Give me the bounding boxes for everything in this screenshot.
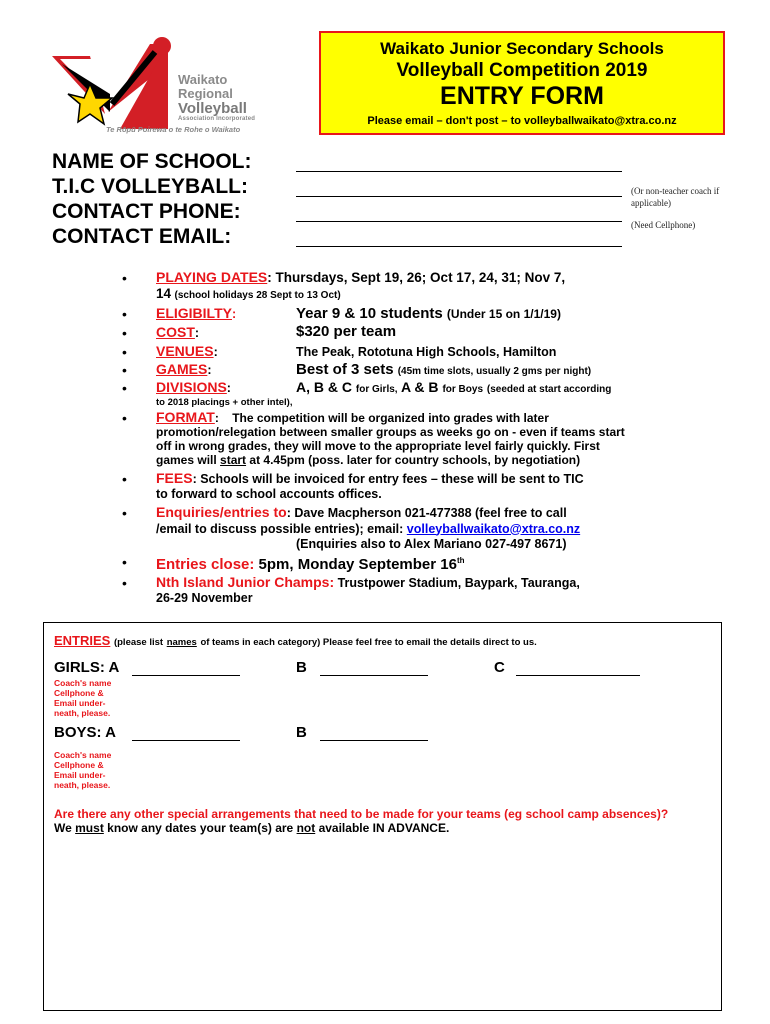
header-line1: Waikato Junior Secondary Schools: [380, 39, 664, 58]
email-label: CONTACT EMAIL:: [52, 225, 232, 248]
email-field[interactable]: [296, 230, 622, 247]
enquiries-item: Enquiries/entries to: Dave Macpherson 021-477388 (feel free to call /email to discuss possible entries); email: volleyballwaikato@xtra.co.nz (Enquiries also to Alex Mariano 027-497 8671): [156, 504, 581, 551]
girls-c-label: C: [494, 659, 505, 676]
special-arrangements: Are there any other special arrangements that need to be made for your teams (eg school camp absences)? We must know any dates your team(s) are not available IN ADVANCE.: [54, 807, 669, 835]
association-logo: [50, 34, 270, 134]
bullet: •: [122, 575, 127, 591]
tic-note: (Or non-teacher coach if applicable): [631, 186, 720, 208]
bullet: •: [122, 380, 127, 396]
logo-text-line1: Waikato: [178, 72, 228, 87]
bullet: •: [122, 344, 127, 360]
games-value: Best of 3 sets (45m time slots, usually 2 gms per night): [296, 361, 592, 378]
girls-b-field[interactable]: [320, 661, 428, 676]
bullet: •: [122, 471, 127, 487]
format-item: FORMAT: The competition will be organized into grades with later promotion/relegation between smaller groups as weeks go on - even if teams start off in wrong grades, they will move to the appropriate level fairly quickly. First games will start at 4.45pm (poss. later for country schools, by negotiation): [156, 409, 625, 467]
phone-label: CONTACT PHONE:: [52, 200, 241, 223]
games-item: GAMES:: [156, 361, 212, 377]
contact-email-link[interactable]: volleyballwaikato@xtra.co.nz: [406, 521, 581, 536]
playing-dates-key: PLAYING DATES: [156, 269, 268, 285]
boys-label: BOYS: A: [54, 724, 116, 741]
divisions-note: to 2018 placings + other intel),: [156, 397, 293, 408]
logo-text-line4: Association Incorporated: [178, 116, 256, 122]
title-box: [319, 31, 725, 135]
header-line2: Volleyball Competition 2019: [396, 60, 648, 81]
bullet: •: [122, 362, 127, 378]
venues-item: VENUES:: [156, 343, 218, 359]
special-arrangements-input-area[interactable]: [54, 843, 710, 1003]
girls-coach-note: Coach's name Cellphone & Email under- neath, please.: [54, 678, 112, 718]
logo-text-line2: Regional: [178, 86, 233, 101]
volleyball-logo-icon: [50, 34, 180, 134]
fees-item: FEES: Schools will be invoiced for entry fees – these will be sent to TIC to forward to school accounts offices.: [156, 470, 584, 501]
entries-close-item: Entries close: 5pm, Monday September 16th: [156, 556, 465, 573]
bullet: •: [122, 410, 127, 426]
girls-a-field[interactable]: [132, 661, 240, 676]
bullet: •: [122, 505, 127, 521]
boys-b-label: B: [296, 724, 307, 741]
boys-coach-note: Coach's name Cellphone & Email under- neath, please.: [54, 750, 112, 790]
header-email-note: Please email – don't post – to volleyballwaikato@xtra.co.nz: [367, 115, 677, 127]
boys-b-field[interactable]: [320, 726, 428, 741]
bullet: •: [122, 325, 127, 341]
cost-value: $320 per team: [296, 323, 397, 340]
girls-label: GIRLS: A: [54, 659, 120, 676]
tic-field[interactable]: [296, 180, 622, 197]
divisions-value: A, B & C for Girls, A & B for Boys (seeded at start according: [296, 379, 612, 395]
school-name-label: NAME OF SCHOOL:: [52, 150, 252, 173]
divisions-item: DIVISIONS:: [156, 379, 231, 395]
venues-value: The Peak, Rototuna High Schools, Hamilton: [296, 345, 557, 359]
logo-text-line3: Volleyball: [178, 100, 247, 117]
bullet: •: [122, 554, 127, 570]
champs-item: Nth Island Junior Champs: Trustpower Stadium, Baypark, Tauranga, 26-29 November: [156, 574, 580, 605]
school-name-field[interactable]: [296, 155, 622, 172]
phone-note: (Need Cellphone): [631, 220, 696, 230]
cost-item: COST:: [156, 324, 200, 340]
entries-box: [43, 622, 722, 1011]
girls-b-label: B: [296, 659, 307, 676]
playing-dates-item: PLAYING DATES: Thursdays, Sept 19, 26; Oct 17, 24, 31; Nov 7, 14 (school holidays 28 Sept to 13 Oct): [156, 269, 566, 301]
form-title: ENTRY FORM: [440, 82, 604, 110]
eligibility-value: Year 9 & 10 students (Under 15 on 1/1/19): [296, 305, 561, 322]
phone-field[interactable]: [296, 205, 622, 222]
girls-c-field[interactable]: [516, 661, 640, 676]
bullet: •: [122, 306, 127, 322]
eligibility-item: ELIGIBILTY:: [156, 305, 237, 321]
bullet: •: [122, 270, 127, 286]
tic-label: T.I.C VOLLEYBALL:: [52, 175, 248, 198]
boys-a-field[interactable]: [132, 726, 240, 741]
logo-text-line5: Te Rōpū Poirewa o te Rohe o Waikato: [106, 125, 241, 134]
entries-header: ENTRIES (please list names of teams in each category) Please feel free to email the details direct to us.: [54, 633, 537, 648]
